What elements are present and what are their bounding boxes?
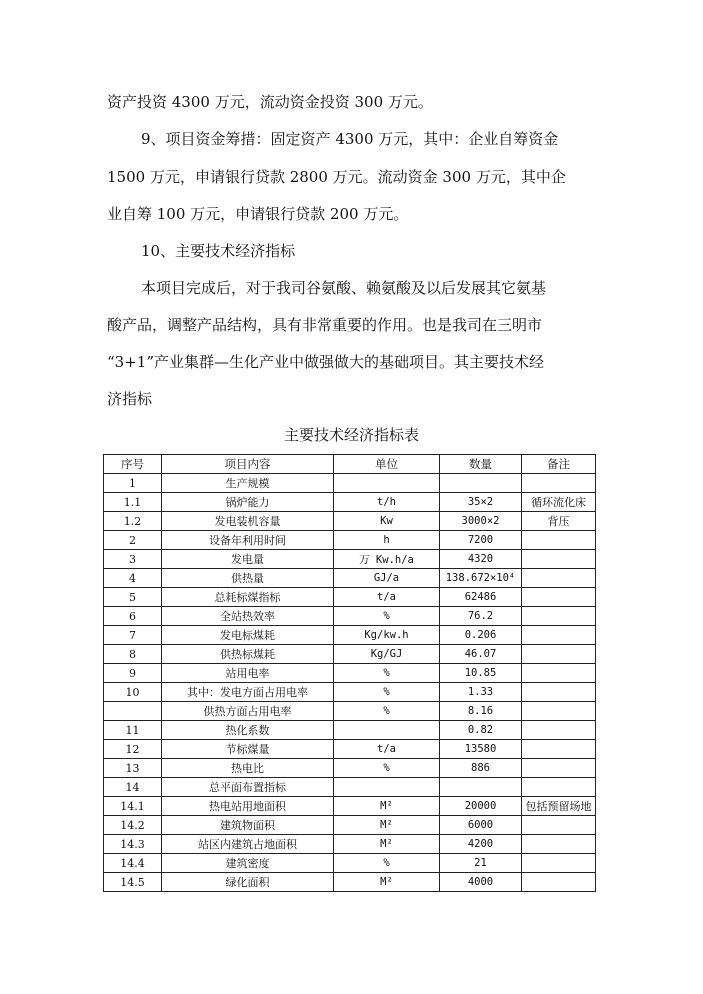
cell-remark: 包括预留场地 [522,797,596,816]
cell-quantity: 138.672×10⁴ [440,569,522,588]
cell-item: 发电装机容量 [162,512,334,531]
cell-seq: 1 [104,474,162,493]
cell-seq: 6 [104,607,162,626]
cell-item: 建筑密度 [162,854,334,873]
paragraph-funding-line-3: 业自筹 100 万元，申请银行贷款 200 万元。 [107,205,409,223]
cell-remark [522,702,596,721]
cell-unit [334,721,440,740]
table-row [104,721,596,740]
table-row [104,493,596,512]
header-unit: 单位 [334,455,440,474]
paragraph-summary-line-2: 酸产品，调整产品结构，具有非常重要的作用。也是我司在三明市 [107,316,543,334]
table-row [104,626,596,645]
cell-unit: % [334,854,440,873]
cell-seq: 14.5 [104,873,162,892]
cell-seq: 1.1 [104,493,162,512]
table-title: 主要技术经济指标表 [283,426,419,444]
cell-item: 热电比 [162,759,334,778]
cell-quantity [440,778,522,797]
cell-quantity: 35×2 [440,493,522,512]
table-row [104,607,596,626]
cell-seq: 10 [104,683,162,702]
cell-remark [522,740,596,759]
cell-seq: 12 [104,740,162,759]
cell-unit: Kg/kw.h [334,626,440,645]
paragraph-summary-line-3: “3+1”产业集群—生化产业中做强做大的基础项目。其主要技术经 [107,353,544,371]
table-row [104,778,596,797]
cell-quantity: 0.206 [440,626,522,645]
cell-unit: % [334,664,440,683]
table-row [104,702,596,721]
cell-item: 热电站用地面积 [162,797,334,816]
cell-quantity: 7200 [440,531,522,550]
cell-unit: h [334,531,440,550]
cell-remark: 背压 [522,512,596,531]
cell-quantity: 76.2 [440,607,522,626]
cell-unit: t/h [334,493,440,512]
cell-remark [522,474,596,493]
table-row [104,474,596,493]
table-row [104,512,596,531]
cell-seq: 9 [104,664,162,683]
cell-unit: M² [334,835,440,854]
cell-seq: 14 [104,778,162,797]
cell-unit: % [334,702,440,721]
cell-quantity: 6000 [440,816,522,835]
cell-remark [522,816,596,835]
table-row [104,740,596,759]
cell-quantity: 8.16 [440,702,522,721]
cell-unit: M² [334,797,440,816]
cell-seq: 4 [104,569,162,588]
cell-quantity: 4200 [440,835,522,854]
cell-seq: 5 [104,588,162,607]
table-row [104,835,596,854]
cell-remark [522,607,596,626]
cell-remark [522,759,596,778]
table-row [104,664,596,683]
cell-item: 锅炉能力 [162,493,334,512]
cell-remark [522,873,596,892]
cell-remark [522,721,596,740]
cell-item: 全站热效率 [162,607,334,626]
cell-remark [522,645,596,664]
cell-quantity: 1.33 [440,683,522,702]
cell-quantity: 46.07 [440,645,522,664]
cell-quantity: 886 [440,759,522,778]
cell-unit: % [334,607,440,626]
cell-unit [334,778,440,797]
cell-remark [522,683,596,702]
cell-quantity: 10.85 [440,664,522,683]
cell-unit [334,474,440,493]
cell-remark [522,588,596,607]
cell-unit: Kw [334,512,440,531]
cell-seq: 14.1 [104,797,162,816]
table-row [104,854,596,873]
cell-quantity: 0.82 [440,721,522,740]
cell-item: 站区内建筑占地面积 [162,835,334,854]
cell-remark [522,550,596,569]
cell-unit: Kg/GJ [334,645,440,664]
table-row [104,873,596,892]
cell-quantity: 13580 [440,740,522,759]
cell-seq: 3 [104,550,162,569]
cell-unit: GJ/a [334,569,440,588]
table-row [104,569,596,588]
cell-item: 热化系数 [162,721,334,740]
header-seq: 序号 [104,455,162,474]
cell-item: 站用电率 [162,664,334,683]
table-row [104,588,596,607]
cell-quantity [440,474,522,493]
header-item: 项目内容 [162,455,334,474]
cell-unit: M² [334,873,440,892]
cell-item: 总耗标煤指标 [162,588,334,607]
cell-quantity: 62486 [440,588,522,607]
header-remark: 备注 [522,455,596,474]
cell-item: 建筑物面积 [162,816,334,835]
table-row [104,816,596,835]
paragraph-funding-line-1: 9、项目资金筹措：固定资产 4300 万元，其中：企业自筹资金 [141,130,559,148]
cell-unit: % [334,759,440,778]
cell-quantity: 3000×2 [440,512,522,531]
cell-remark [522,626,596,645]
table-row [104,531,596,550]
cell-item: 供热量 [162,569,334,588]
table-row [104,645,596,664]
cell-remark [522,854,596,873]
cell-unit: M² [334,816,440,835]
header-quantity: 数量 [440,455,522,474]
paragraph-summary-line-1: 本项目完成后，对于我司谷氨酸、赖氨酸及以后发展其它氨基 [141,279,547,297]
cell-item: 供热标煤耗 [162,645,334,664]
paragraph-investment: 资产投资 4300 万元，流动资金投资 300 万元。 [107,93,433,111]
cell-seq: 13 [104,759,162,778]
cell-quantity: 4320 [440,550,522,569]
cell-remark [522,531,596,550]
cell-remark [522,664,596,683]
cell-seq: 7 [104,626,162,645]
table-body [104,474,596,892]
section-heading: 10、主要技术经济指标 [141,242,296,260]
table-row [104,797,596,816]
cell-seq: 14.3 [104,835,162,854]
cell-unit: 万 Kw.h/a [334,550,440,569]
cell-seq: 8 [104,645,162,664]
cell-remark: 循环流化床 [522,493,596,512]
cell-remark [522,569,596,588]
tech-econ-table [103,454,596,892]
cell-seq: 14.2 [104,816,162,835]
cell-item: 发电量 [162,550,334,569]
cell-item: 其中：发电方面占用电率 [162,683,334,702]
cell-item: 节标煤量 [162,740,334,759]
paragraph-funding-line-2: 1500 万元，申请银行贷款 2800 万元。流动资金 300 万元，其中企 [107,168,566,186]
cell-remark [522,835,596,854]
cell-item: 设备年利用时间 [162,531,334,550]
cell-unit: t/a [334,740,440,759]
paragraph-summary-line-4: 济指标 [107,390,153,408]
table-row [104,759,596,778]
cell-item: 供热方面占用电率 [162,702,334,721]
cell-quantity: 21 [440,854,522,873]
cell-seq: 1.2 [104,512,162,531]
cell-seq [104,702,162,721]
cell-item: 生产规模 [162,474,334,493]
table-header-row [104,455,596,474]
cell-item: 总平面布置指标 [162,778,334,797]
cell-seq: 11 [104,721,162,740]
cell-unit: % [334,683,440,702]
cell-quantity: 20000 [440,797,522,816]
cell-item: 发电标煤耗 [162,626,334,645]
table-row [104,683,596,702]
cell-unit: t/a [334,588,440,607]
cell-seq: 2 [104,531,162,550]
table-row [104,550,596,569]
cell-item: 绿化面积 [162,873,334,892]
cell-remark [522,778,596,797]
cell-seq: 14.4 [104,854,162,873]
cell-quantity: 4000 [440,873,522,892]
